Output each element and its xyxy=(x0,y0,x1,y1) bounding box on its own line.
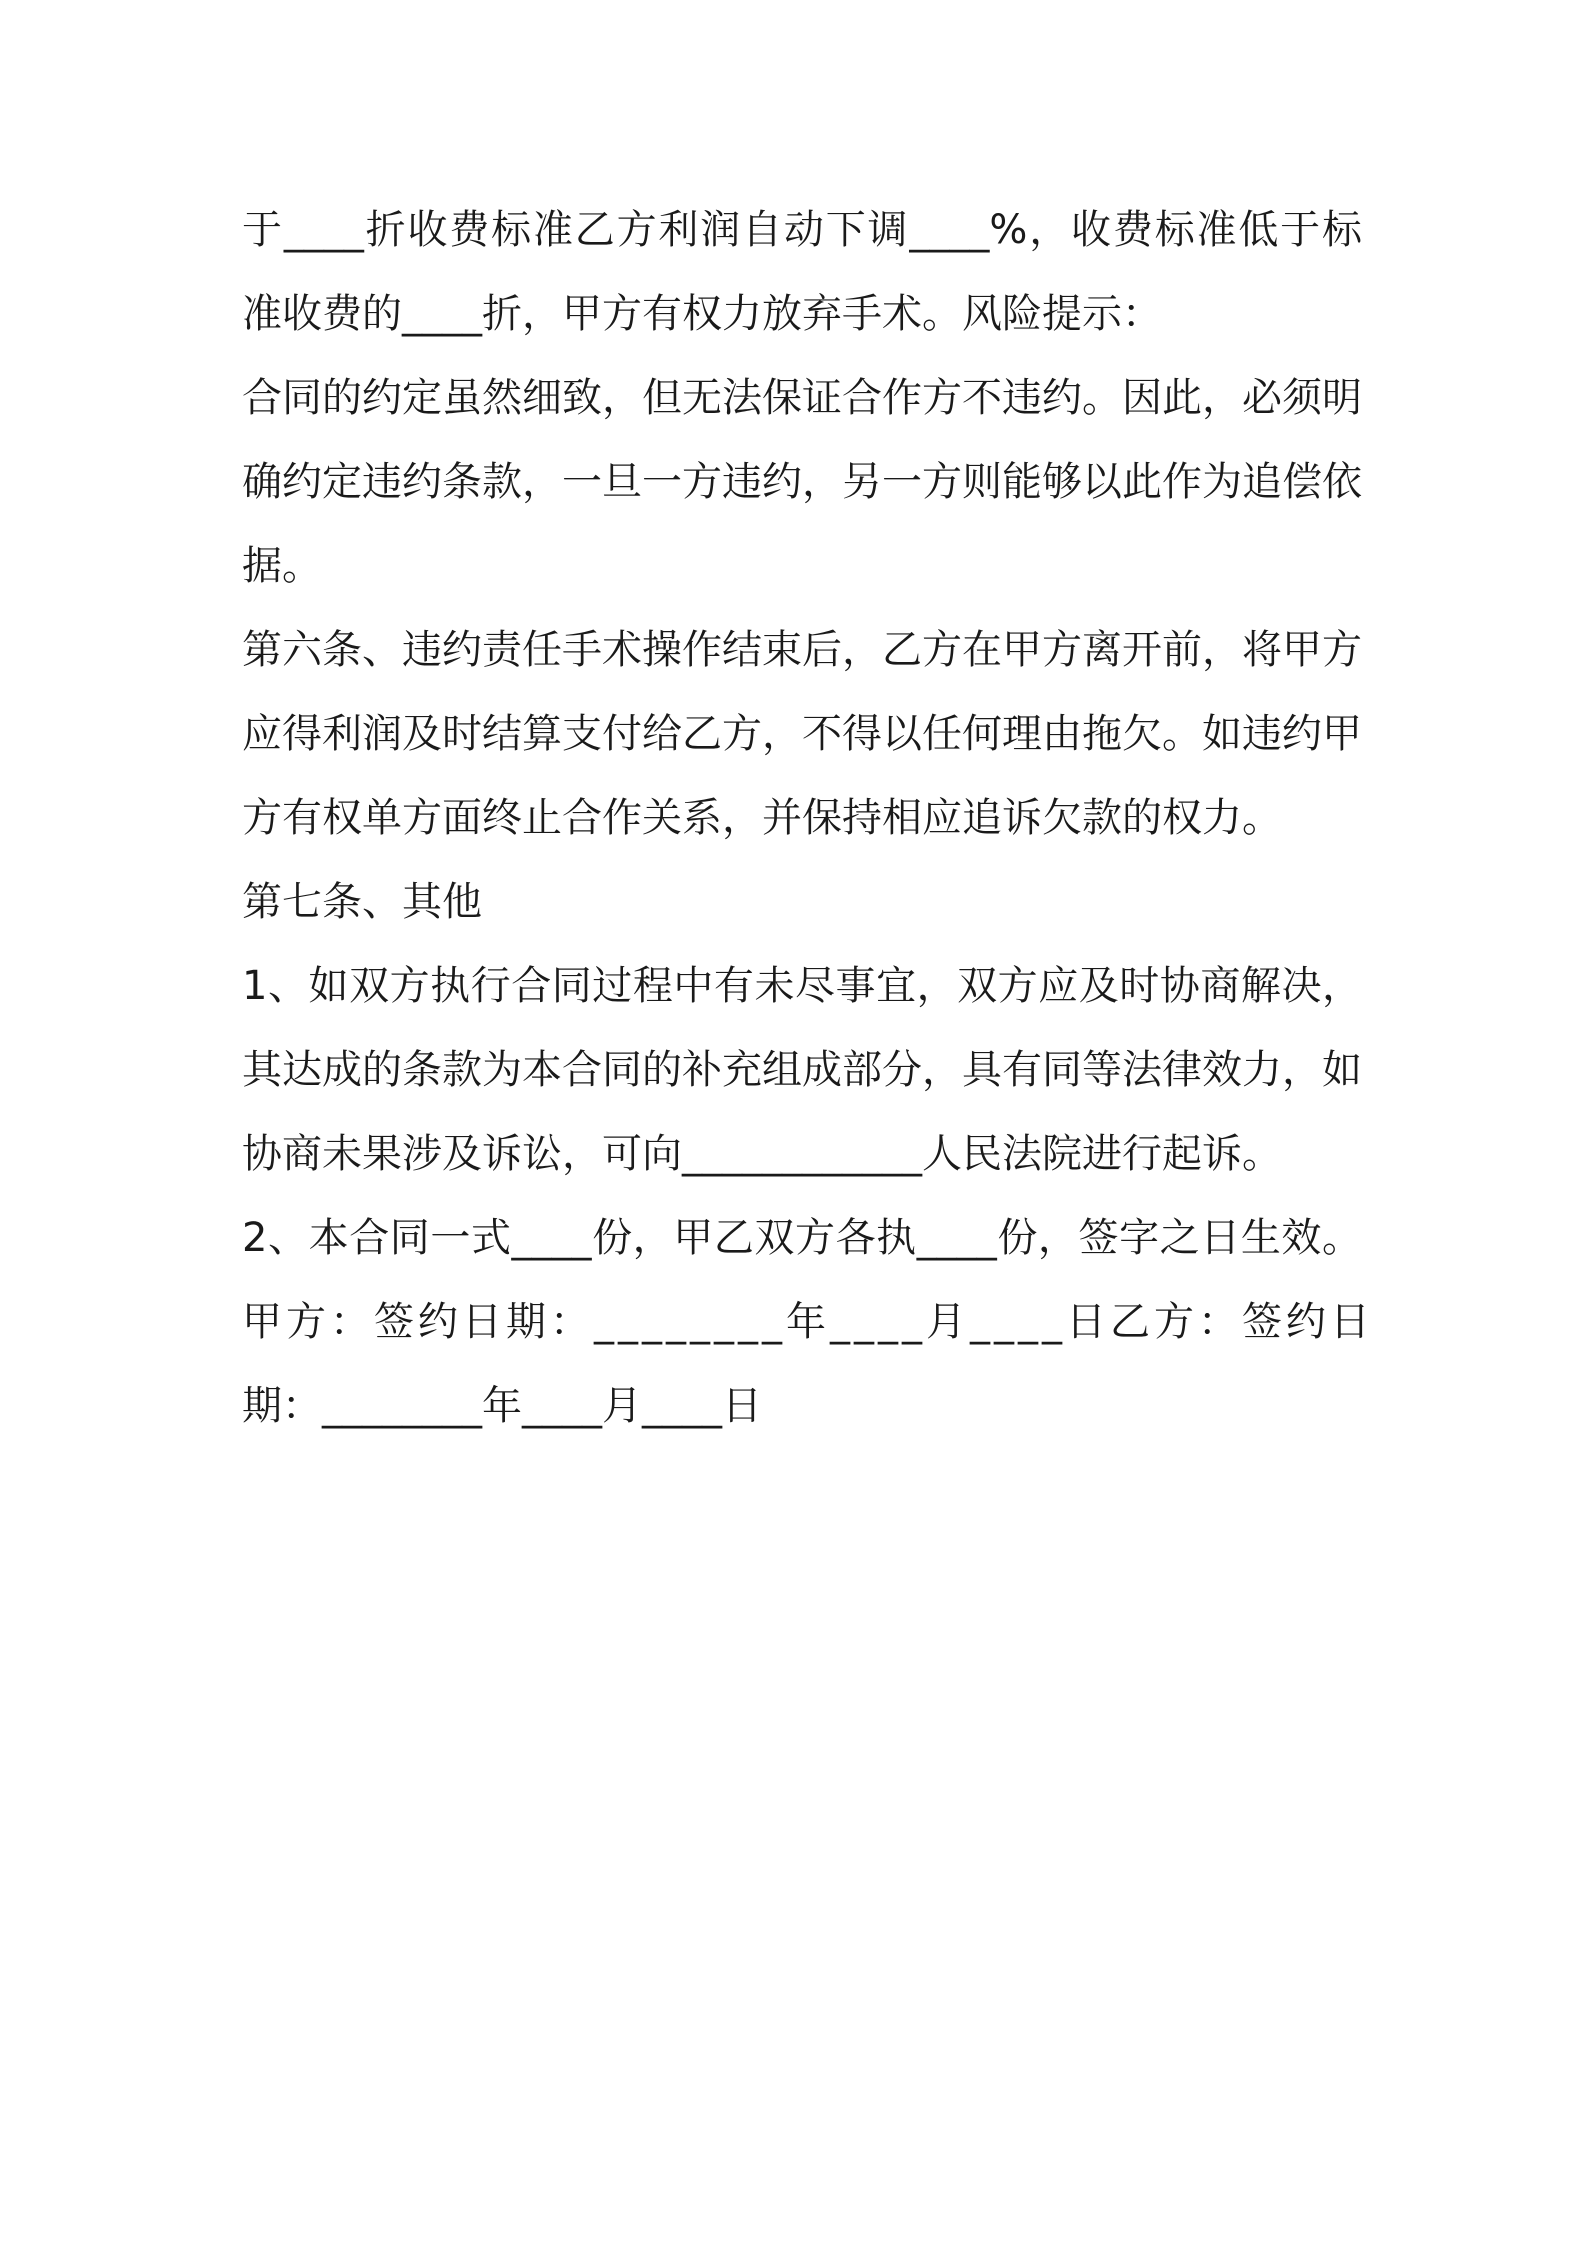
text-line-4: 确约定违约条款，一旦一方违约，另一方则能够以此作为追偿依 xyxy=(242,459,1362,505)
text-line-11: 其达成的条款为本合同的补充组成部分，具有同等法律效力，如 xyxy=(242,1047,1362,1093)
text-line-6: 第六条、违约责任手术操作结束后，乙方在甲方离开前，将甲方 xyxy=(242,627,1362,673)
text-line-8: 方有权单方面终止合作关系，并保持相应追诉欠款的权力。 xyxy=(242,795,1282,841)
text-line-9: 第七条、其他 xyxy=(242,879,482,925)
text-line-13: 2、本合同一式____份，甲乙双方各执____份，签字之日生效。 xyxy=(242,1215,1362,1261)
text-line-5: 据。 xyxy=(242,543,322,589)
text-line-2: 准收费的____折，甲方有权力放弃手术。风险提示： xyxy=(242,291,1162,337)
text-line-14: 甲方：签约日期：________年____月____日乙方：签约日 xyxy=(242,1299,1374,1345)
text-line-1: 于____折收费标准乙方利润自动下调____%，收费标准低于标 xyxy=(242,207,1362,253)
text-line-3: 合同的约定虽然细致，但无法保证合作方不违约。因此，必须明 xyxy=(242,375,1362,421)
text-line-10: 1、如双方执行合同过程中有未尽事宜，双方应及时协商解决， xyxy=(242,963,1362,1009)
text-line-12: 协商未果涉及诉讼，可向____________人民法院进行起诉。 xyxy=(242,1131,1282,1177)
text-line-15: 期：________年____月____日 xyxy=(242,1383,762,1429)
text-line-7: 应得利润及时结算支付给乙方，不得以任何理由拖欠。如违约甲 xyxy=(242,711,1362,757)
document-body xyxy=(242,188,1374,1448)
